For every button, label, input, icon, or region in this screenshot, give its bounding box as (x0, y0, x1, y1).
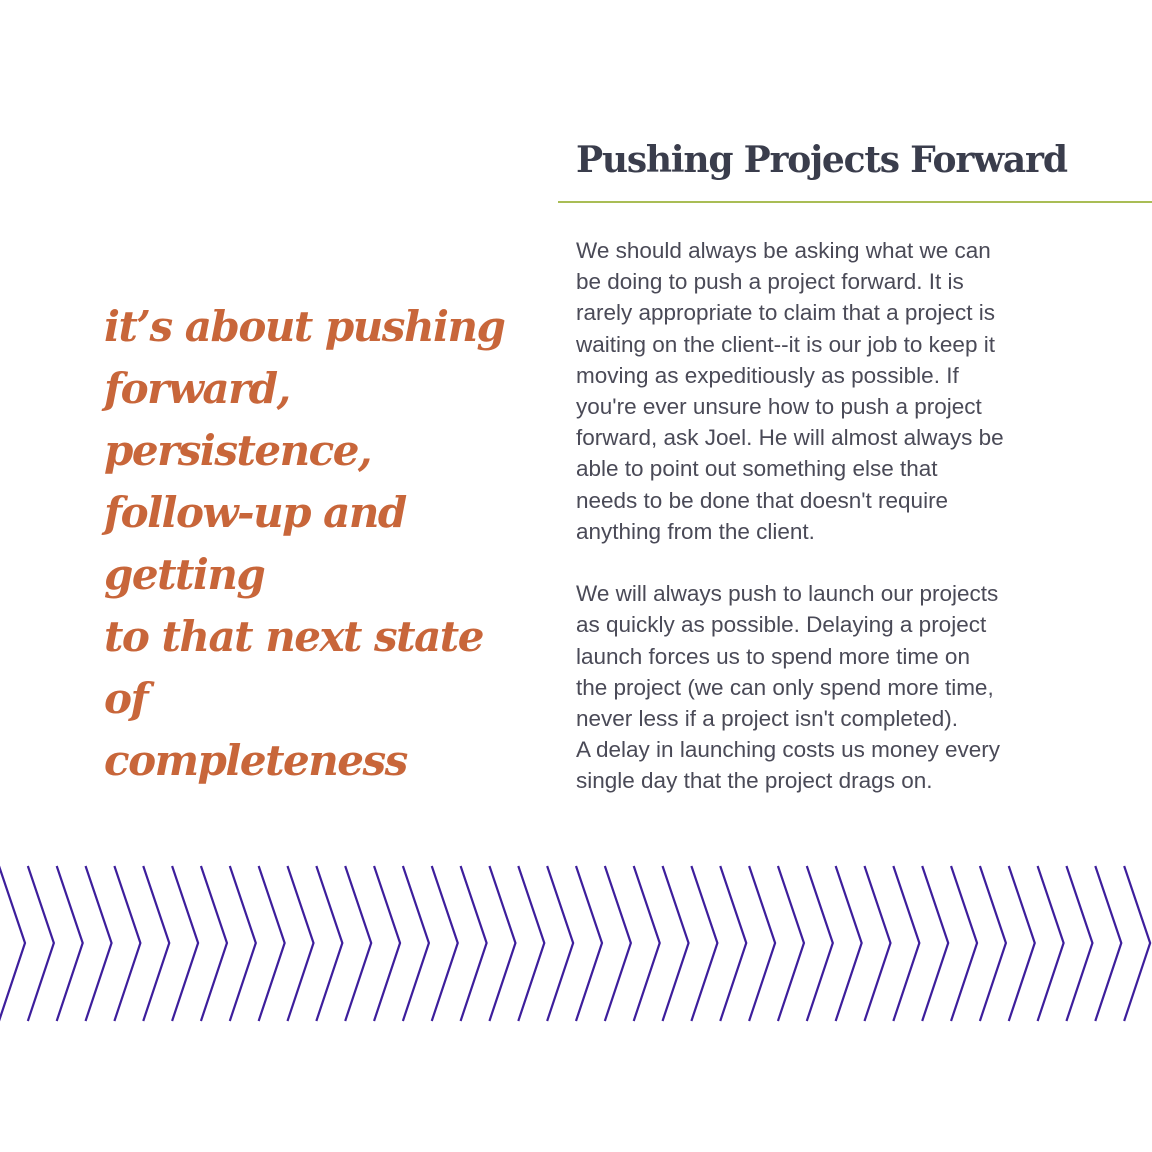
chevron-mark (345, 866, 371, 1021)
body-line: A delay in launching costs us money every (576, 737, 1000, 763)
body-line: able to point out something else that (576, 456, 938, 482)
body-line: launch forces us to spend more time on (576, 643, 970, 669)
chevron-mark (230, 866, 256, 1021)
chevron-mark (749, 866, 775, 1021)
chevron-mark (836, 866, 862, 1021)
chevron-mark (114, 866, 140, 1021)
body-line: We should always be asking what we can (576, 238, 991, 263)
chevron-mark (576, 866, 602, 1021)
chevron-pattern (0, 864, 1152, 1024)
chevron-mark (1038, 866, 1064, 1021)
body-line: as quickly as possible. Delaying a project (576, 612, 987, 638)
chevron-mark (172, 866, 198, 1021)
body-line: be doing to push a project forward. It is (576, 269, 964, 295)
chevron-mark (288, 866, 314, 1021)
body-line: you're ever unsure how to push a project (576, 394, 982, 420)
body-paragraph-1 (576, 235, 1066, 547)
chevron-mark (951, 866, 977, 1021)
body-line: never less if a project isn't completed). (576, 706, 958, 732)
chevron-mark (489, 866, 515, 1021)
chevron-mark (518, 866, 544, 1021)
chevron-mark (86, 866, 112, 1021)
chevron-mark (1095, 866, 1121, 1021)
body-line: needs to be done that doesn't require (576, 487, 949, 513)
title-divider (558, 201, 1152, 203)
body-line: single day that the project drags on. (576, 768, 933, 794)
chevron-mark (1124, 866, 1150, 1021)
chevron-mark (201, 866, 227, 1021)
chevron-mark (403, 866, 429, 1021)
chevron-mark (691, 866, 717, 1021)
chevron-mark (980, 866, 1006, 1021)
body-line: anything from the client. (576, 518, 815, 544)
body-paragraph-2 (576, 578, 1066, 796)
chevron-mark (720, 866, 746, 1021)
pull-quote (104, 296, 534, 792)
chevron-mark (778, 866, 804, 1021)
chevron-mark (865, 866, 891, 1021)
pull-quote-line: follow-up and getting (104, 488, 406, 599)
pull-quote-line: it’s about pushing (104, 302, 505, 351)
chevron-mark (374, 866, 400, 1021)
chevron-mark (547, 866, 573, 1021)
chevron-mark (1066, 866, 1092, 1021)
section-title: Pushing Projects Forward (576, 139, 1067, 181)
body-line: rarely appropriate to claim that a project is (576, 300, 995, 326)
chevron-mark (605, 866, 631, 1021)
body-line: moving as expeditiously as possible. If (576, 362, 959, 388)
chevron-mark (893, 866, 919, 1021)
pull-quote-line: to that next state of (104, 612, 483, 723)
chevron-mark (28, 866, 54, 1021)
chevron-mark (143, 866, 169, 1021)
body-line: waiting on the client--it is our job to keep it (576, 331, 995, 357)
body-line: forward, ask Joel. He will almost always be (576, 425, 1004, 451)
pull-quote-line: forward, persistence, (104, 364, 372, 475)
body-line: the project (we can only spend more time, (576, 674, 994, 700)
chevron-mark (1009, 866, 1035, 1021)
chevron-mark (461, 866, 487, 1021)
pull-quote-line: completeness (104, 736, 407, 785)
chevron-mark (634, 866, 660, 1021)
chevron-mark (922, 866, 948, 1021)
chevron-mark (259, 866, 285, 1021)
chevron-mark (663, 866, 689, 1021)
chevron-mark (0, 866, 25, 1021)
chevron-mark (57, 866, 83, 1021)
chevron-mark (316, 866, 342, 1021)
body-line: We will always push to launch our projects (576, 581, 999, 607)
chevron-mark (432, 866, 458, 1021)
chevron-mark (807, 866, 833, 1021)
body-copy (576, 235, 1066, 797)
